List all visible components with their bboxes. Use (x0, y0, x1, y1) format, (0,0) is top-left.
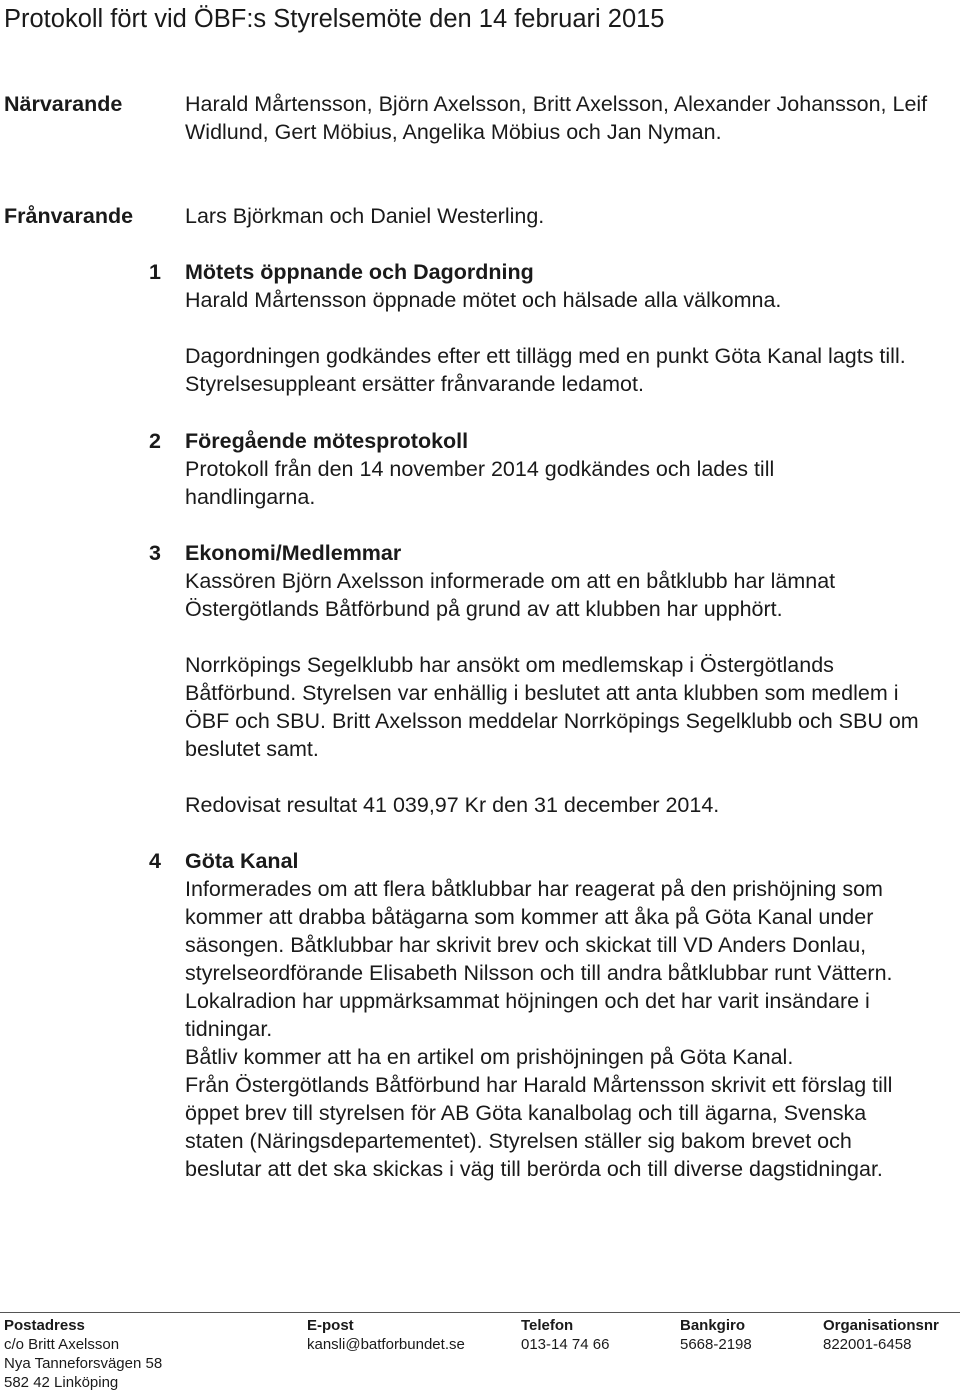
footer-postadress-label: Postadress (4, 1317, 85, 1334)
footer-bankgiro-value: 5668-2198 (680, 1336, 752, 1353)
section-3-paragraph-2: Norrköpings Segelklubb har ansökt om medlemskap i Östergötlands Båtförbund. Styrelsen var enhällig i beslutet att anta klubben som medlem i ÖBF och SBU. Britt Axelsson meddelar Norrköpings Segelklubb och SBU om beslutet samt. (185, 653, 919, 761)
section-2-number: 2 (149, 429, 161, 453)
section-1-heading: Mötets öppnande och Dagordning (185, 260, 534, 284)
section-2 (185, 427, 930, 511)
section-4-paragraph-3: Från Östergötlands Båtförbund har Harald Mårtensson skrivit ett förslag till öppet brev till styrelsen för AB Göta kanalbolag och till ägarna, Svenska staten (Näringsdepartementet). Styrelsen ställer sig bakom brevet och beslutar att det ska skickas i väg till berörda och till diverse dagstidningar. (185, 1073, 893, 1181)
section-4-paragraph-1: Informerades om att flera båtklubbar har reagerat på den prishöjning som kommer att drabba båtägarna som kommer att åka på Göta Kanal under säsongen. Båtklubbar har skrivit brev och skickat till VD Anders Donlau, styrelseordförande Elisabeth Nilsson och till andra båtklubbar runt Vättern. Lokalradion har uppmärksammat höjningen och det har varit insändare i tidningar. (185, 877, 893, 1041)
section-1-paragraph-1: Harald Mårtensson öppnade mötet och hälsade alla välkomna. (185, 288, 782, 312)
section-3-paragraph-1: Kassören Björn Axelsson informerade om att en båtklubb har lämnat Östergötlands Båtförbund på grund av att klubben har upphört. (185, 569, 836, 621)
section-1-paragraph-2: Dagordningen godkändes efter ett tillägg med en punkt Göta Kanal lagts till. Styrelsesuppleant ersätter frånvarande ledamot. (185, 344, 906, 396)
footer-bankgiro (680, 1316, 752, 1354)
section-3 (185, 539, 945, 623)
footer-orgnr-value: 822001-6458 (823, 1336, 912, 1353)
footer-bankgiro-label: Bankgiro (680, 1317, 746, 1334)
section-2-heading: Föregående mötesprotokoll (185, 429, 469, 453)
present-text: Harald Mårtensson, Björn Axelsson, Britt Axelsson, Alexander Johansson, Leif Widlund, Gert Möbius, Angelika Möbius och Jan Nyman. (185, 92, 928, 144)
footer-epost (307, 1316, 465, 1354)
footer-orgnr-label: Organisationsnr (823, 1317, 939, 1334)
footer-epost-value[interactable]: kansli@batforbundet.se (307, 1336, 465, 1353)
section-4-paragraph-2: Båtliv kommer att ha en artikel om prishöjningen på Göta Kanal. (185, 1045, 794, 1069)
section-4 (185, 847, 945, 1183)
footer-telefon (521, 1316, 609, 1354)
section-2-paragraph-1: Protokoll från den 14 november 2014 godkändes och lades till handlingarna. (185, 457, 775, 509)
section-1-number: 1 (149, 260, 161, 284)
document-title: Protokoll fört vid ÖBF:s Styrelsemöte den 14 februari 2015 (4, 5, 665, 33)
absent-label: Frånvarande (4, 204, 134, 228)
footer-postadress-line3: 582 42 Linköping (4, 1374, 119, 1391)
absent-text: Lars Björkman och Daniel Westerling. (185, 204, 545, 228)
footer-telefon-label: Telefon (521, 1317, 574, 1334)
footer-divider (0, 1312, 960, 1313)
section-1 (185, 258, 945, 314)
footer-epost-label: E-post (307, 1317, 354, 1334)
section-3-number: 3 (149, 541, 161, 565)
footer-telefon-value: 013-14 74 66 (521, 1336, 610, 1353)
footer-postadress-line2: Nya Tanneforsvägen 58 (4, 1355, 163, 1372)
footer-postadress-line1: c/o Britt Axelsson (4, 1336, 120, 1353)
section-4-number: 4 (149, 849, 161, 873)
section-4-heading: Göta Kanal (185, 849, 299, 873)
section-3-heading: Ekonomi/Medlemmar (185, 541, 402, 565)
present-label: Närvarande (4, 92, 123, 116)
footer-orgnr (823, 1316, 939, 1354)
footer-postadress (4, 1316, 162, 1392)
section-3-paragraph-3: Redovisat resultat 41 039,97 Kr den 31 december 2014. (185, 793, 720, 817)
